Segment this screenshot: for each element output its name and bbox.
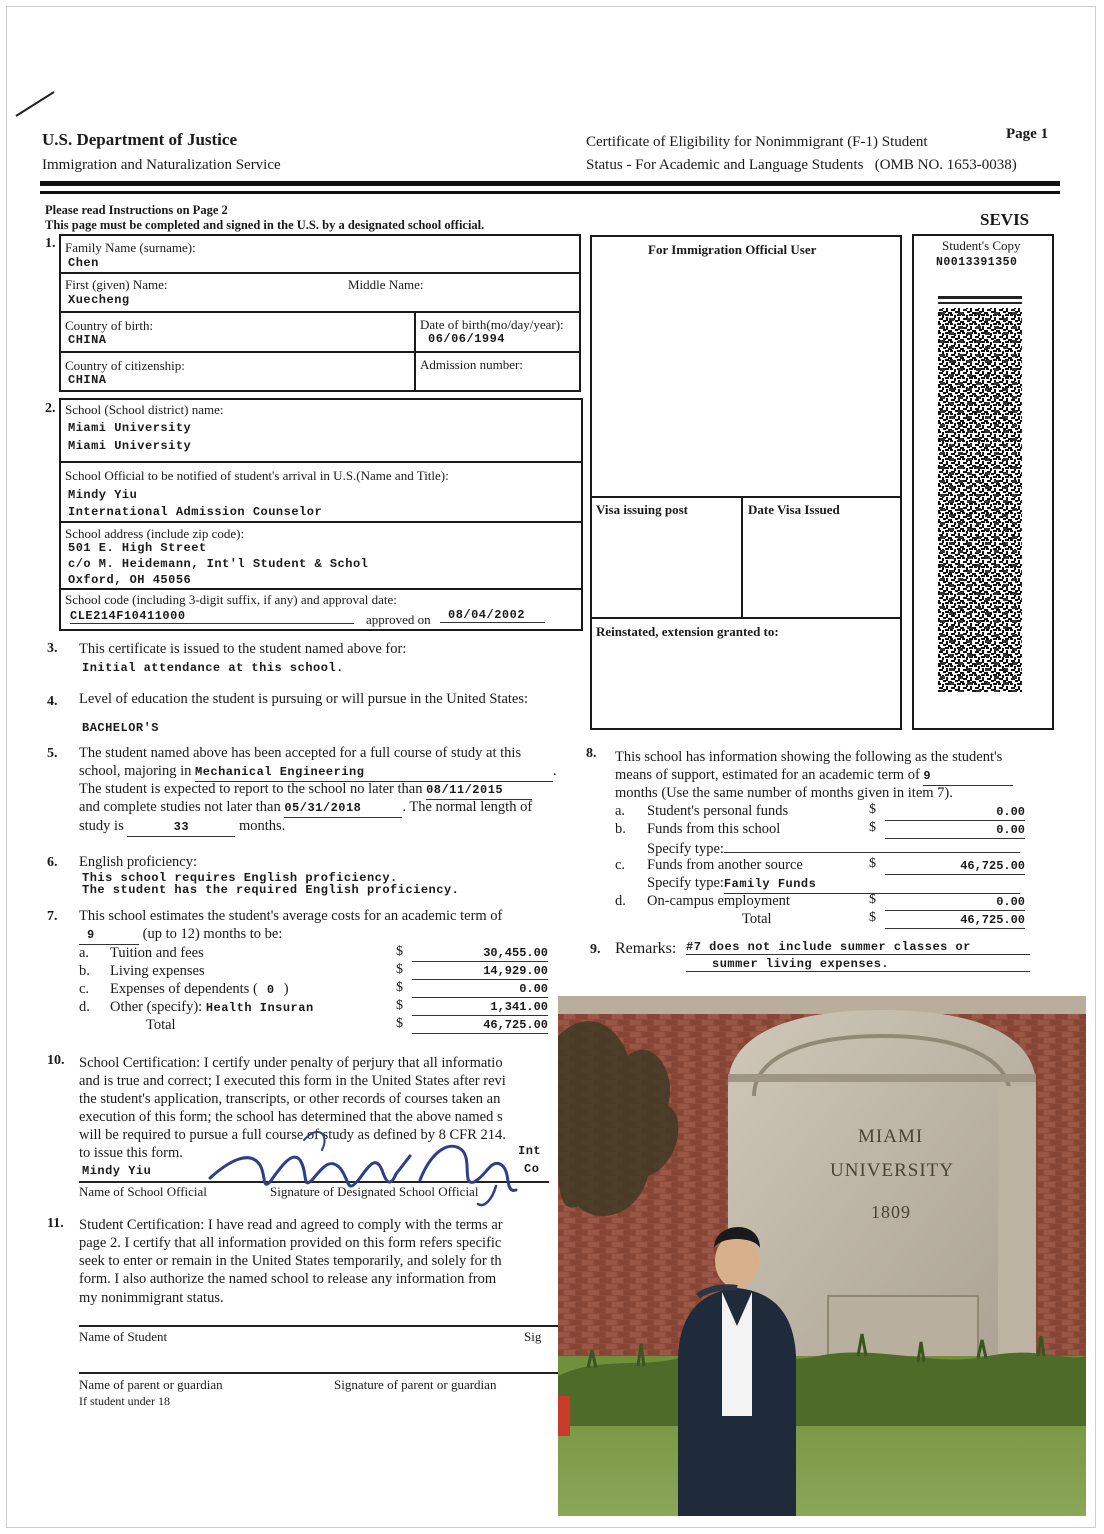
item-5-line2: school, majoring in Mechanical Engineering . (79, 762, 557, 782)
item-8c-value: 46,725.00 (885, 859, 1025, 875)
approved-date: 08/04/2002 (440, 608, 545, 623)
item-6-number: 6. (47, 855, 58, 870)
dollar-sign: $ (396, 962, 403, 977)
major-value: Mechanical Engineering (195, 763, 553, 782)
item-8c-specify: Specify type:Family Funds (647, 874, 1020, 894)
campus-photo-illustration (558, 996, 1086, 1516)
item-4-number: 4. (47, 694, 58, 709)
remarks-line1: #7 does not include summer classes or (686, 940, 1030, 955)
family-name-label: Family Name (surname): (65, 240, 196, 255)
sevis-title: SEVIS (980, 210, 1030, 229)
divider (79, 1325, 559, 1327)
item-8b-specify: Specify type: (647, 838, 1020, 858)
item-8c-letter: c. (615, 857, 626, 873)
school-official-name-label: Name of School Official (79, 1184, 207, 1199)
remarks-label: Remarks: (615, 940, 677, 957)
parent-signature-label: Signature of parent or guardian (334, 1377, 497, 1392)
item-10-line5: will be required to pursue a full course of study as defined by 8 CFR 214. (79, 1127, 506, 1143)
dob-label: Date of birth(mo/day/year): (420, 317, 564, 332)
school-code-label: School code (including 3-digit suffix, if any) and approval date: (65, 592, 397, 607)
dollar-sign: $ (396, 944, 403, 959)
school-official-name: Mindy Yiu (68, 488, 138, 502)
item-7b-letter: b. (79, 963, 90, 979)
middle-name-label: Middle Name: (348, 277, 424, 292)
item-8-term: 9 (923, 767, 1013, 786)
report-date: 08/11/2015 (426, 781, 532, 800)
student-copy-box (912, 234, 1054, 730)
sevis-id: N0013391350 (936, 256, 1018, 269)
school-address-label: School address (include zip code): (65, 526, 245, 541)
service-name: Immigration and Naturalization Service (42, 157, 281, 173)
dollar-sign: $ (869, 892, 876, 907)
school-official-signature (200, 1120, 530, 1210)
item-7-number: 7. (47, 909, 58, 924)
item-5-line3: The student is expected to report to the school no later than 08/11/2015 (79, 780, 532, 800)
divider (59, 311, 581, 313)
given-name-value: Xuecheng (68, 293, 130, 307)
item-8-total-value: 46,725.00 (885, 913, 1025, 929)
complete-date: 05/31/2018 (284, 799, 402, 818)
item-5-line5: study is 33 months. (79, 817, 285, 837)
dept-title: U.S. Department of Justice (42, 130, 237, 149)
study-months: 33 (127, 818, 235, 837)
item-7c-value: 0.00 (412, 982, 548, 998)
item-3-number: 3. (47, 641, 58, 656)
item-6-value1: This school requires English proficiency. (82, 871, 398, 885)
admission-number-label: Admission number: (420, 357, 523, 372)
item-6-text: English proficiency: (79, 854, 197, 870)
birth-country-label: Country of birth: (65, 318, 154, 333)
dollar-sign: $ (396, 998, 403, 1013)
divider (414, 311, 416, 392)
certificate-title-line2: Status - For Academic and Language Students (OMB NO. 1653-0038) (586, 157, 1017, 173)
item-8-line1: This school has information showing the following as the student's (615, 749, 1003, 765)
approved-label: approved on (366, 612, 431, 627)
divider (59, 588, 583, 590)
parent-name-sublabel: If student under 18 (79, 1394, 170, 1408)
item-7b-label: Living expenses (110, 963, 205, 979)
divider (59, 521, 583, 523)
item-8-number: 8. (586, 746, 597, 761)
visa-date-label: Date Visa Issued (748, 502, 840, 517)
reinstated-label: Reinstated, extension granted to: (596, 624, 779, 639)
item-8b-letter: b. (615, 821, 626, 837)
item-7-months: 9 (79, 926, 139, 945)
item-7-months-line: 9 (up to 12) months to be: (79, 925, 282, 945)
item-7a-letter: a. (79, 945, 90, 961)
header-rule-2 (40, 191, 1060, 194)
official-use-box (590, 235, 902, 730)
dollar-sign: $ (869, 820, 876, 835)
official-use-title: For Immigration Official User (648, 242, 817, 257)
item-10-line2: and is true and correct; I executed this form in the United States after revi (79, 1073, 506, 1089)
item-10-number: 10. (47, 1053, 65, 1068)
item-3-value: Initial attendance at this school. (82, 661, 344, 675)
item-8d-letter: d. (615, 893, 626, 909)
item-8b-value: 0.00 (885, 823, 1025, 839)
item-11-line5: my nonimmigrant status. (79, 1290, 224, 1306)
monument-text-miami: MIAMI (858, 1126, 924, 1147)
citizenship-value: CHINA (68, 373, 107, 387)
item-5-line4: and complete studies not later than 05/31/2018 . The normal length of (79, 798, 532, 818)
divider (590, 496, 902, 498)
item-8a-letter: a. (615, 803, 626, 819)
monument-text-year: 1809 (871, 1202, 911, 1222)
item-7-total-value: 46,725.00 (412, 1018, 548, 1034)
dob-value: 06/06/1994 (428, 332, 506, 346)
student-copy-label: Student's Copy (942, 238, 1021, 253)
item-7a-value: 30,455.00 (412, 946, 548, 962)
item-11-line4: form. I also authorize the named school to release any information from (79, 1271, 497, 1287)
parent-name-label: Name of parent or guardian (79, 1377, 223, 1392)
pen-mark (14, 88, 58, 120)
school-official-signature-label: Signature of Designated School Official (270, 1184, 479, 1199)
page-number: Page 1 (1006, 126, 1049, 142)
school-name-line1: Miami University (68, 421, 192, 435)
item-8a-value: 0.00 (885, 805, 1025, 821)
school-official-name-print: Mindy Yiu (82, 1164, 152, 1178)
divider (59, 461, 583, 463)
dollar-sign: $ (869, 910, 876, 925)
item-10-line4: execution of this form; the school has determined that the above named s (79, 1109, 503, 1125)
item-8c-label: Funds from another source (647, 857, 803, 873)
divider (79, 1372, 559, 1374)
instructions-line2: This page must be completed and signed in the U.S. by a designated school official. (45, 218, 485, 232)
item-11-line2: page 2. I certify that all information provided on this form refers specific (79, 1235, 502, 1251)
citizenship-label: Country of citizenship: (65, 358, 185, 373)
school-address-line1: 501 E. High Street (68, 541, 207, 555)
divider (741, 496, 743, 618)
item-8-line3: months (Use the same number of months given in item 7). (615, 785, 953, 801)
item-8-total-label: Total (742, 911, 772, 927)
divider (59, 351, 581, 353)
school-name-label: School (School district) name: (65, 402, 224, 417)
header-rule (40, 181, 1060, 186)
item-4-text: Level of education the student is pursuing or will pursue in the United States: (79, 691, 529, 707)
item-7d-label: Other (specify): Health Insuran (110, 999, 314, 1015)
official-title-fragment: Int (518, 1144, 542, 1158)
monument-text-university: UNIVERSITY (830, 1160, 954, 1181)
dependents-count: 0 (266, 983, 275, 997)
item-3-text: This certificate is issued to the student named above for: (79, 641, 407, 657)
dollar-sign: $ (396, 1016, 403, 1031)
item-8c-specify-value: Family Funds (724, 875, 1020, 894)
item-4-value: BACHELOR'S (82, 721, 160, 735)
item-7a-label: Tuition and fees (110, 945, 204, 961)
item-8d-value: 0.00 (885, 895, 1025, 911)
school-name-line2: Miami University (68, 439, 192, 453)
item-11-line1: Student Certification: I have read and agreed to comply with the terms ar (79, 1217, 503, 1233)
other-specify-value: Health Insuran (205, 1001, 314, 1015)
item-7c-label: Expenses of dependents ( 0 ) (110, 981, 289, 997)
certificate-title-line1: Certificate of Eligibility for Nonimmigrant (F-1) Student (586, 134, 928, 150)
item-7c-letter: c. (79, 981, 90, 997)
item-9-number: 9. (590, 942, 601, 957)
item-10-line6: to issue this form. (79, 1145, 183, 1161)
item-7d-value: 1,341.00 (412, 1000, 548, 1016)
item-7d-letter: d. (79, 999, 90, 1015)
divider (59, 272, 581, 274)
official-title-fragment-2: Co (524, 1162, 540, 1176)
item-8a-label: Student's personal funds (647, 803, 789, 819)
dollar-sign: $ (869, 802, 876, 817)
omb-number: (OMB NO. 1653-0038) (874, 157, 1017, 173)
school-official-title: International Admission Counselor (68, 505, 323, 519)
item-1-number: 1. (45, 236, 56, 251)
remarks-line2: summer living expenses. (686, 957, 1030, 972)
student-name-label: Name of Student (79, 1329, 168, 1344)
item-7b-value: 14,929.00 (412, 964, 548, 980)
item-10-line1: School Certification: I certify under penalty of perjury that all informatio (79, 1055, 503, 1071)
item-11-number: 11. (47, 1216, 64, 1231)
item-11-line3: seek to enter or remain in the United States temporarily, and solely for th (79, 1253, 502, 1269)
student-signature-label: Sig (524, 1329, 542, 1344)
dollar-sign: $ (869, 856, 876, 871)
divider (590, 617, 902, 619)
item-7-text: This school estimates the student's average costs for an academic term of (79, 908, 503, 924)
item-5-number: 5. (47, 746, 58, 761)
barcode-image (938, 296, 1022, 692)
school-address-line3: Oxford, OH 45056 (68, 573, 192, 587)
item-5-line1: The student named above has been accepted for a full course of study at this (79, 745, 522, 761)
given-name-label: First (given) Name: (65, 277, 168, 292)
item-8-line2: means of support, estimated for an academic term of 9 (615, 766, 1013, 786)
item-6-value2: The student has the required English proficiency. (82, 883, 460, 897)
visa-post-label: Visa issuing post (596, 502, 688, 517)
school-official-label: School Official to be notified of student's arrival in U.S.(Name and Title): (65, 468, 449, 483)
item-7-total-label: Total (146, 1017, 176, 1033)
item-8b-label: Funds from this school (647, 821, 781, 837)
school-code-value: CLE214F10411000 (70, 609, 354, 624)
item-10-line3: the student's application, transcripts, or other records of courses taken an (79, 1091, 501, 1107)
item-8d-label: On-campus employment (647, 893, 790, 909)
school-address-line2: c/o M. Heidemann, Int'l Student & Schol (68, 557, 369, 571)
family-name-value: Chen (68, 256, 99, 270)
campus-photo (558, 996, 1086, 1516)
birth-country-value: CHINA (68, 333, 107, 347)
instructions-line1: Please read Instructions on Page 2 (45, 203, 228, 217)
item-2-number: 2. (45, 401, 56, 416)
dollar-sign: $ (396, 980, 403, 995)
